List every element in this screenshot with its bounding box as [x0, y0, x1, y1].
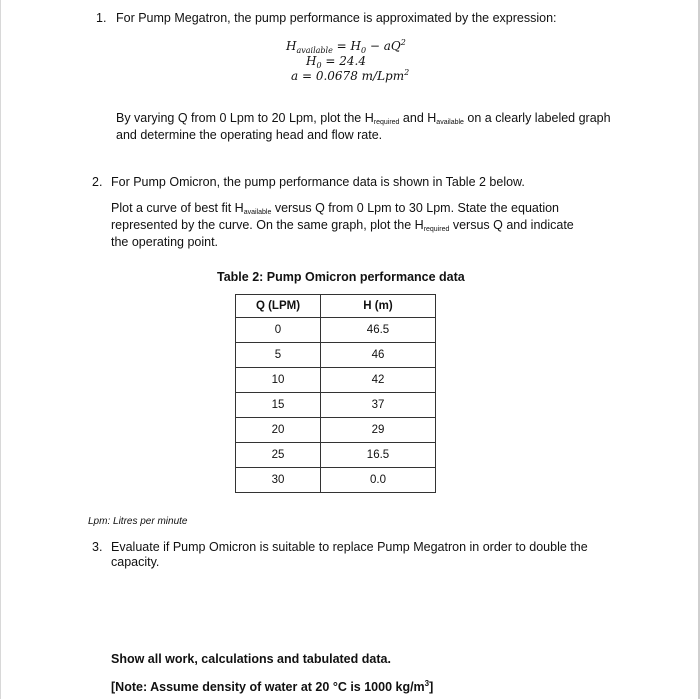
cell-q: 0: [236, 318, 321, 343]
q2-number: 2.: [92, 175, 103, 189]
table-row: [236, 318, 436, 343]
header-q: Q (LPM): [236, 295, 321, 318]
density-note: [Note: Assume density of water at 20 °C is 1000 $kg/m^3$]: [111, 679, 434, 694]
q1-number: 1.: [96, 11, 107, 25]
cell-q: 10: [236, 368, 321, 393]
cell-q: 30: [236, 468, 321, 493]
table-row: [236, 368, 436, 393]
page-left-edge: [0, 0, 1, 699]
equation-h0: $H_0 = 24.4$: [306, 54, 366, 70]
cell-q: 15: [236, 393, 321, 418]
table-row: [236, 443, 436, 468]
q1-paragraph: By varying Q from 0 Lpm to 20 Lpm, plot the Hrequired and Havailable on a clearly labeled graph and determine the operating head and flow rate.: [116, 111, 611, 142]
table-header-row: [236, 295, 436, 318]
q3-number: 3.: [92, 540, 103, 554]
table-row: [236, 468, 436, 493]
equation-h-available: $H_{available} = H_0 - aQ^2$: [286, 38, 406, 55]
q3-text: Evaluate if Pump Omicron is suitable to replace Pump Megatron in order to double the capacity.: [111, 540, 588, 569]
pump-omicron-table: [235, 294, 436, 493]
cell-q: 5: [236, 343, 321, 368]
cell-h: 16.5: [321, 443, 436, 468]
q2-paragraph: Plot a curve of best fit Havailable versus Q from 0 Lpm to 30 Lpm. State the equation represented by the curve. On the same graph, plot the Hrequired versus Q and indicate the operating point.: [111, 201, 574, 249]
cell-h: 42: [321, 368, 436, 393]
cell-h: 37: [321, 393, 436, 418]
cell-q: 20: [236, 418, 321, 443]
cell-h: 29: [321, 418, 436, 443]
header-h: H (m): [321, 295, 436, 318]
show-work-instruction: Show all work, calculations and tabulated data.: [111, 652, 391, 666]
cell-h: 0.0: [321, 468, 436, 493]
table-row: [236, 343, 436, 368]
cell-h: 46.5: [321, 318, 436, 343]
cell-q: 25: [236, 443, 321, 468]
q2-intro: For Pump Omicron, the pump performance data is shown in Table 2 below.: [111, 175, 525, 189]
table-caption: Table 2: Pump Omicron performance data: [217, 270, 465, 284]
footnote: Lpm: Litres per minute: [88, 516, 188, 527]
equation-a: a = 0.0678 m/Lpm$^2$: [291, 68, 410, 83]
table-row: [236, 418, 436, 443]
table-row: [236, 393, 436, 418]
cell-h: 46: [321, 343, 436, 368]
q1-text: For Pump Megatron, the pump performance is approximated by the expression:: [116, 11, 557, 25]
